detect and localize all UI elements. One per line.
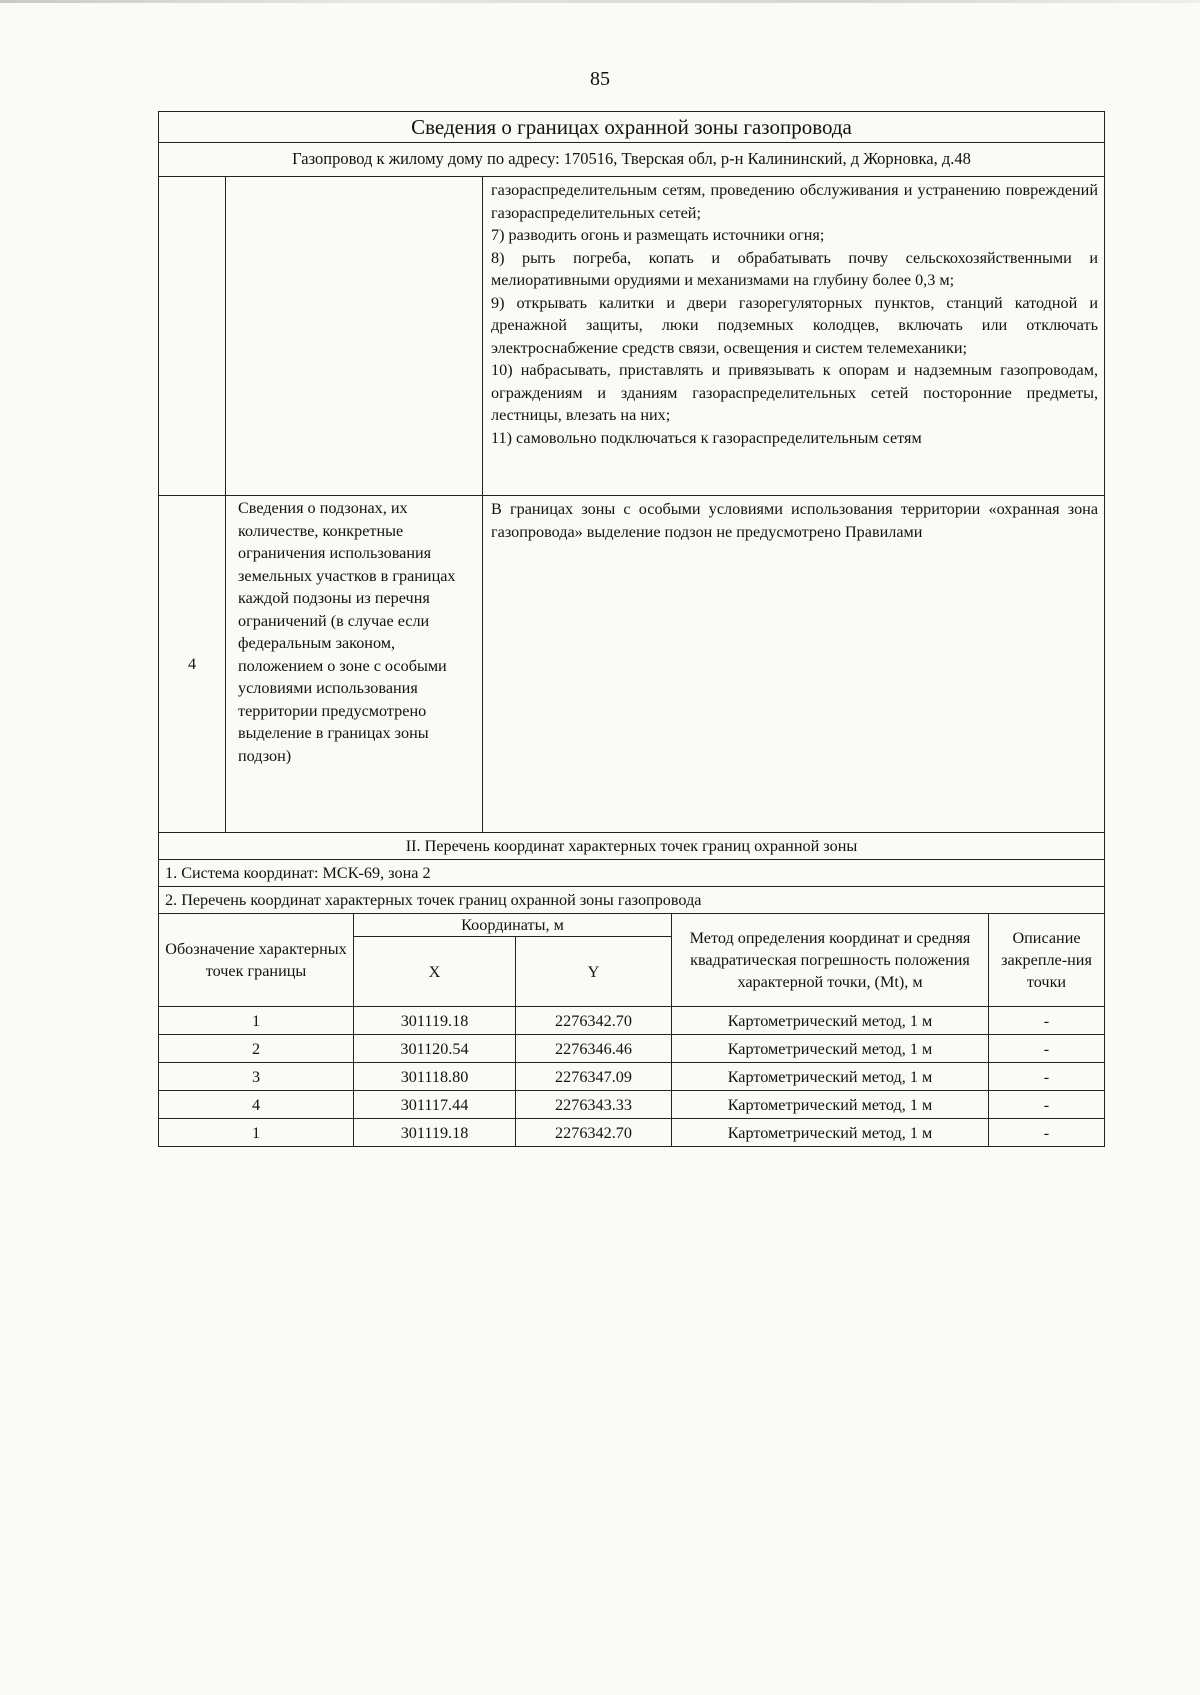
- restriction-item: 8) рыть погреба, копать и обрабатывать почву сельскохозяйственными и мелиоративными орудиями и механизмами на глубину более 0,3 м;: [491, 248, 1099, 289]
- restriction-item: 10) набрасывать, приставлять и привязывать к опорам и надземным газопроводам, ограждениям и зданиям газораспределительных сетей посторонние предметы, лестницы, влезать на них;: [491, 361, 1099, 424]
- fixing-description: -: [989, 1119, 1105, 1147]
- y-coordinate: 2276347.09: [516, 1063, 672, 1091]
- header-coordinates: Координаты, м: [354, 914, 672, 937]
- row4-value: В границах зоны с особыми условиями использования территории «охранная зона газопровода» выделение подзон не предусмотрено Правилами: [483, 496, 1105, 833]
- x-coordinate: 301119.18: [354, 1119, 516, 1147]
- header-y: Y: [516, 937, 672, 1007]
- point-id: 4: [159, 1091, 354, 1119]
- y-coordinate: 2276342.70: [516, 1007, 672, 1035]
- table-title: Сведения о границах охранной зоны газопровода: [159, 112, 1105, 143]
- header-x: X: [354, 937, 516, 1007]
- y-coordinate: 2276346.46: [516, 1035, 672, 1063]
- gas-pipeline-address: Газопровод к жилому дому по адресу: 170516, Тверская обл, р-н Калининский, д Жорновка, д.48: [159, 143, 1105, 177]
- fixing-description: -: [989, 1007, 1105, 1035]
- x-coordinate: 301119.18: [354, 1007, 516, 1035]
- row3-label-cell: [226, 177, 483, 496]
- coordinate-row: [159, 1035, 1105, 1063]
- zone-info-table: [158, 111, 1105, 914]
- restriction-item: 11) самовольно подключаться к газораспределительным сетям: [491, 428, 922, 447]
- page-number: 85: [590, 68, 610, 90]
- coordinate-list-title: 2. Перечень координат характерных точек границ охранной зоны газопровода: [159, 887, 1105, 914]
- coordinates-table: [158, 913, 1105, 1147]
- point-id: 1: [159, 1119, 354, 1147]
- row3-number-cell: [159, 177, 226, 496]
- section2-title: II. Перечень координат характерных точек границ охранной зоны: [159, 833, 1105, 860]
- restriction-item: 9) открывать калитки и двери газорегуляторных пунктов, станций катодной и дренажной защиты, люки подземных колодцев, включать или отключать электроснабжение средств связи, освещения и систем телемеханики;: [491, 293, 1099, 357]
- row4-number: 4: [159, 496, 226, 833]
- method: Картометрический метод, 1 м: [672, 1091, 989, 1119]
- method: Картометрический метод, 1 м: [672, 1119, 989, 1147]
- point-id: 2: [159, 1035, 354, 1063]
- fixing-description: -: [989, 1035, 1105, 1063]
- coordinate-system: 1. Система координат: МСК-69, зона 2: [159, 860, 1105, 887]
- header-method: Метод определения координат и средняя квадратическая погрешность положения характерной точки, (Mt), м: [672, 914, 989, 1007]
- coordinate-row: [159, 1119, 1105, 1147]
- point-id: 3: [159, 1063, 354, 1091]
- x-coordinate: 301117.44: [354, 1091, 516, 1119]
- header-description: Описание закрепле-ния точки: [989, 914, 1105, 1007]
- y-coordinate: 2276342.70: [516, 1119, 672, 1147]
- method: Картометрический метод, 1 м: [672, 1063, 989, 1091]
- page-top-edge: [0, 0, 1200, 3]
- x-coordinate: 301120.54: [354, 1035, 516, 1063]
- fixing-description: -: [989, 1063, 1105, 1091]
- restrictions-cell: [483, 177, 1105, 496]
- restriction-item: 7) разводить огонь и размещать источники огня;: [491, 226, 825, 244]
- coordinate-row: [159, 1063, 1105, 1091]
- coordinate-row: [159, 1091, 1105, 1119]
- header-point: Обозначение характерных точек границы: [159, 914, 354, 1007]
- point-id: 1: [159, 1007, 354, 1035]
- fixing-description: -: [989, 1091, 1105, 1119]
- coordinate-row: [159, 1007, 1105, 1035]
- restriction-item: газораспределительным сетям, проведению обслуживания и устранению повреждений газораспределительных сетей;: [491, 181, 1099, 222]
- y-coordinate: 2276343.33: [516, 1091, 672, 1119]
- row4-label: Сведения о подзонах, их количестве, конкретные ограничения использования земельных участков в границах каждой подзоны из перечня ограничений (в случае если федеральным законом, положением о зоне с особыми условиями использования территории предусмотрено выделение в границах зоны подзон): [226, 496, 483, 833]
- x-coordinate: 301118.80: [354, 1063, 516, 1091]
- method: Картометрический метод, 1 м: [672, 1035, 989, 1063]
- method: Картометрический метод, 1 м: [672, 1007, 989, 1035]
